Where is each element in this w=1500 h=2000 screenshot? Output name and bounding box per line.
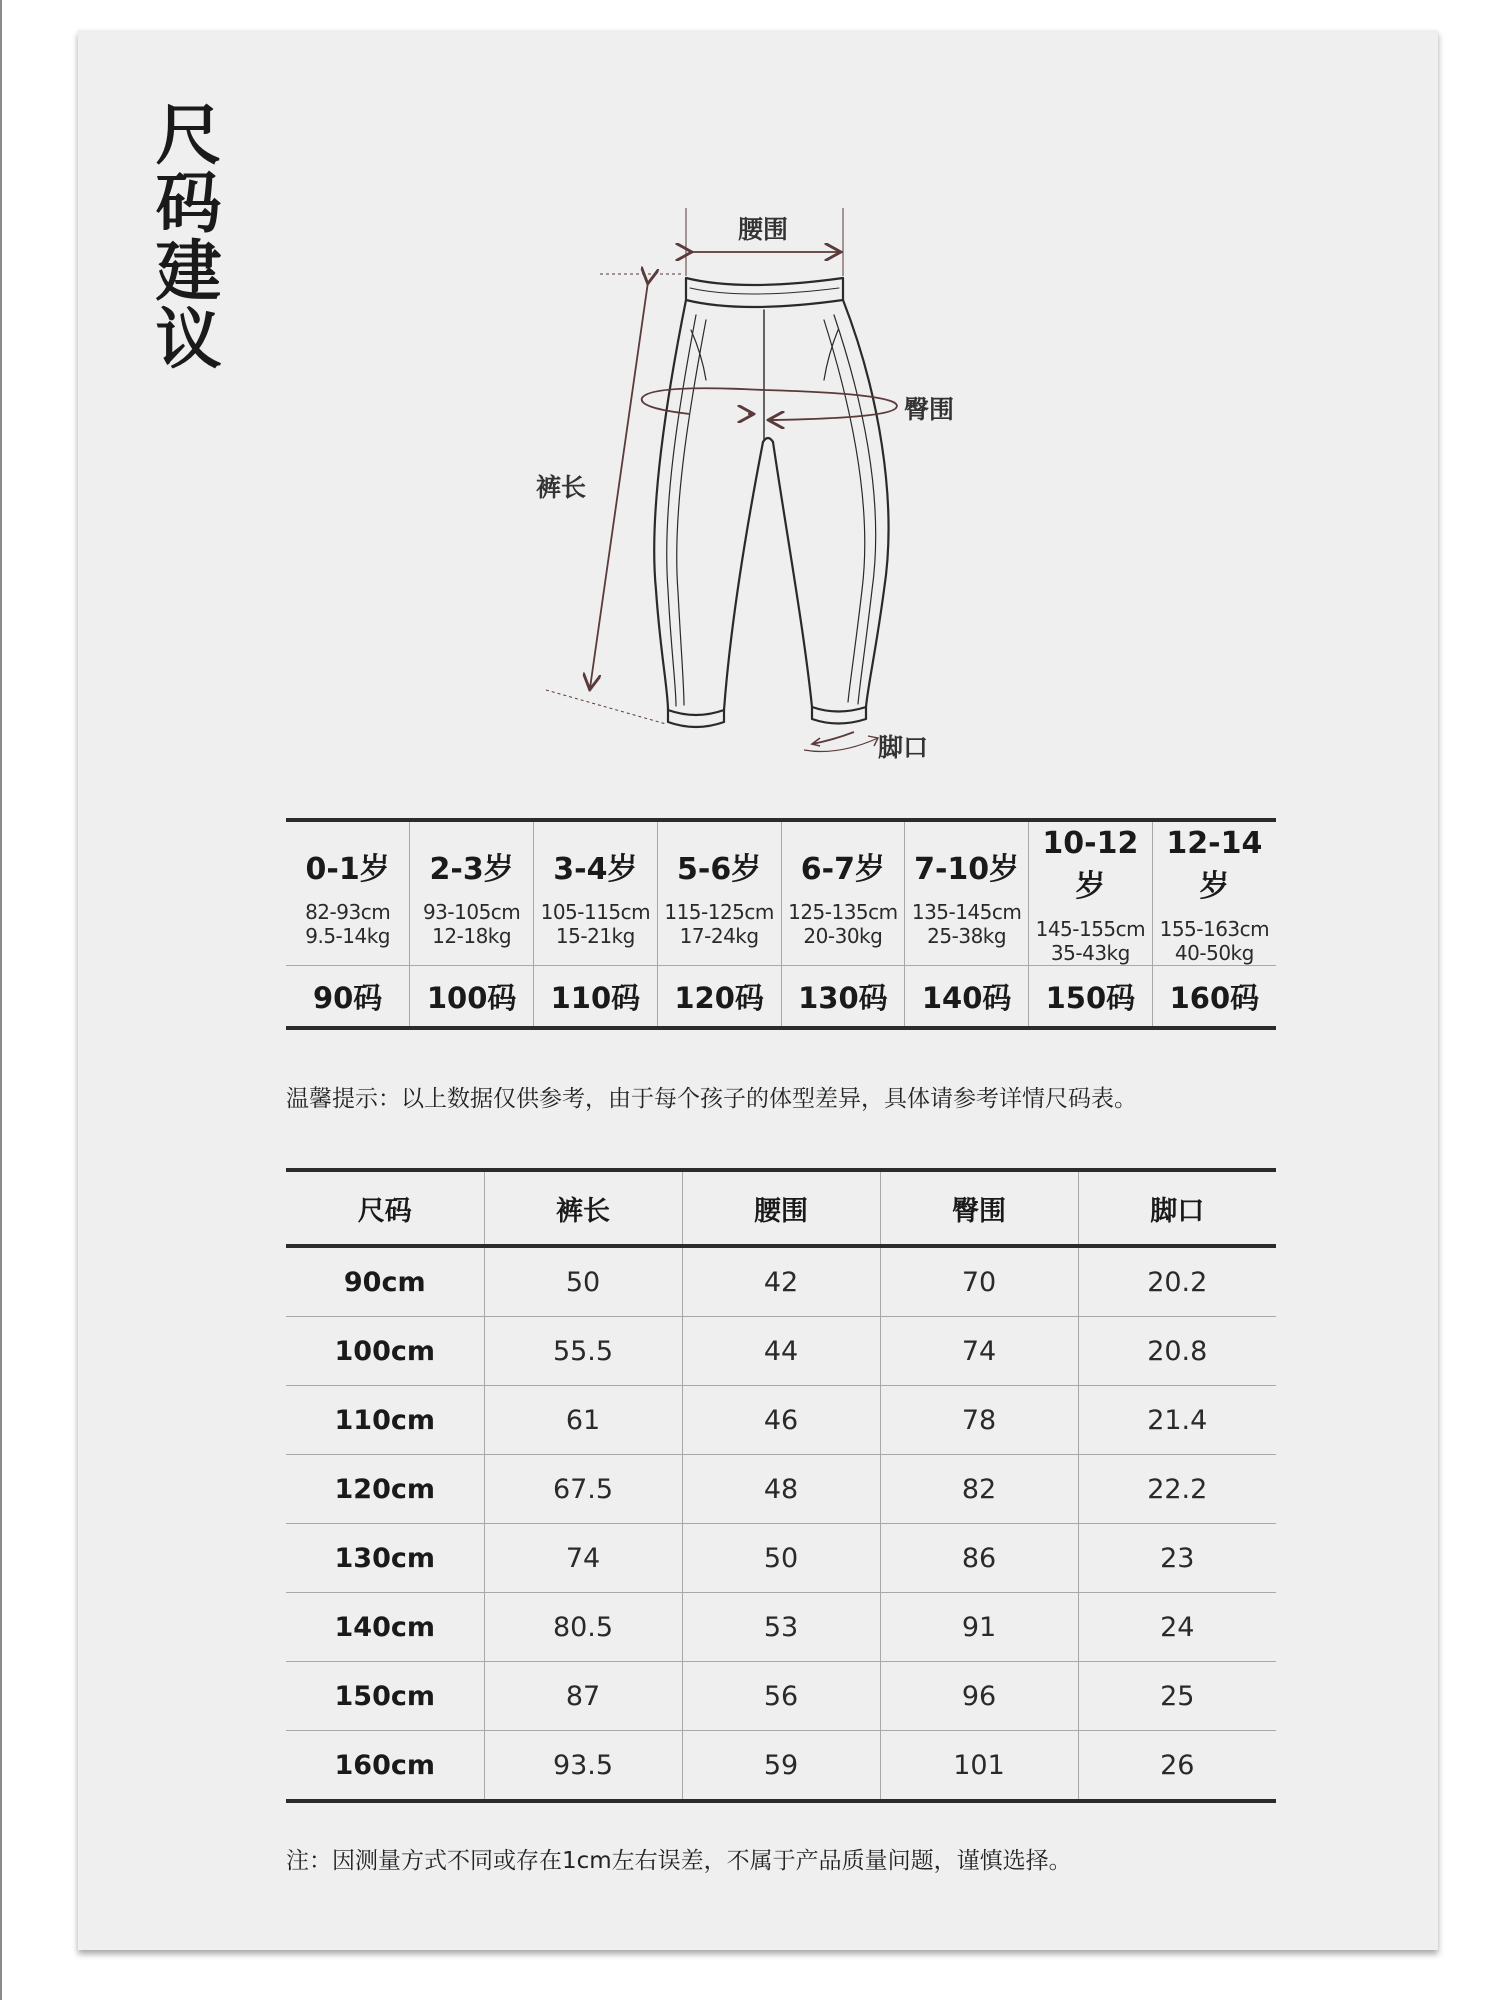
size-code-cell: 90码 [286, 966, 410, 1029]
table-cell: 74 [880, 1317, 1078, 1386]
table-cell: 70 [880, 1246, 1078, 1317]
size-code-cell: 120码 [657, 966, 781, 1029]
hip-label: 臀围 [904, 395, 955, 424]
table-cell: 96 [880, 1662, 1078, 1731]
pants-illustration [78, 30, 1438, 790]
age-cell: 5-6岁 115-125cm 17-24kg [657, 820, 781, 966]
table-cell: 90cm [343, 1266, 426, 1298]
table-cell: 48 [682, 1455, 880, 1524]
table-cell: 21.4 [1078, 1386, 1276, 1455]
table-row [286, 1662, 1276, 1731]
table-body [286, 1246, 1276, 1801]
table-cell: 25 [1078, 1662, 1276, 1731]
measurement-table [286, 1168, 1276, 1803]
size-code-cell: 110码 [534, 966, 658, 1029]
table-cell: 59 [682, 1731, 880, 1802]
size-code-row [286, 966, 1276, 1029]
table-row [286, 1386, 1276, 1455]
table-cell: 80.5 [484, 1593, 682, 1662]
age-size-table [286, 818, 1276, 1030]
table-cell: 50 [682, 1524, 880, 1593]
length-label: 裤长 [536, 473, 587, 502]
table-cell: 110cm [286, 1386, 484, 1455]
age-cell: 12-14岁 155-163cm 40-50kg [1152, 820, 1276, 966]
table-cell: 130cm [286, 1524, 484, 1593]
note-text: 注：因测量方式不同或存在1cm左右误差，不属于产品质量问题，谨慎选择。 [286, 1848, 1072, 1874]
header-hip: 臀围 [880, 1170, 1078, 1246]
age-cell: 3-4岁 105-115cm 15-21kg [534, 820, 658, 966]
table-cell: 100cm [286, 1317, 484, 1386]
table-cell: 87 [484, 1662, 682, 1731]
age-row [286, 820, 1276, 966]
hem-label: 脚口 [878, 733, 929, 762]
tip-text: 温馨提示：以上数据仅供参考，由于每个孩子的体型差异，具体请参考详情尺码表。 [286, 1086, 1137, 1112]
table-row [286, 1524, 1276, 1593]
age-cell: 7-10岁 135-145cm 25-38kg [905, 820, 1029, 966]
header-waist: 腰围 [682, 1170, 880, 1246]
table-cell: 20.2 [1078, 1246, 1276, 1317]
table-cell: 61 [484, 1386, 682, 1455]
table-row [286, 1246, 1276, 1317]
table-cell: 67.5 [484, 1455, 682, 1524]
size-code-cell: 130码 [781, 966, 905, 1029]
table-cell: 50 [484, 1246, 682, 1317]
age-cell: 6-7岁 125-135cm 20-30kg [781, 820, 905, 966]
table-cell: 44 [682, 1317, 880, 1386]
pants-diagram [78, 30, 1438, 790]
age-cell: 2-3岁 93-105cm 12-18kg [410, 820, 534, 966]
table-row [286, 1731, 1276, 1802]
table-row [286, 1317, 1276, 1386]
table-cell: 91 [880, 1593, 1078, 1662]
header-hem: 脚口 [1078, 1170, 1276, 1246]
size-code-cell: 100码 [410, 966, 534, 1029]
table-cell: 82 [880, 1455, 1078, 1524]
size-code-cell: 150码 [1029, 966, 1153, 1029]
table-cell: 24 [1078, 1593, 1276, 1662]
table-cell: 74 [484, 1524, 682, 1593]
table-cell: 22.2 [1078, 1455, 1276, 1524]
header-size: 尺码 [286, 1170, 484, 1246]
table-cell: 56 [682, 1662, 880, 1731]
page-title: 尺码建议 [144, 100, 221, 372]
table-cell: 23 [1078, 1524, 1276, 1593]
table-cell: 86 [880, 1524, 1078, 1593]
table-cell: 42 [682, 1246, 880, 1317]
table-row [286, 1455, 1276, 1524]
page-left-edge [0, 0, 2, 2000]
table-cell: 78 [880, 1386, 1078, 1455]
table-cell: 120cm [286, 1455, 484, 1524]
table-cell: 140cm [286, 1593, 484, 1662]
table-cell: 150cm [286, 1662, 484, 1731]
table-cell: 93.5 [484, 1731, 682, 1802]
table-cell: 101 [880, 1731, 1078, 1802]
table-cell: 20.8 [1078, 1317, 1276, 1386]
header-length: 裤长 [484, 1170, 682, 1246]
table-cell: 46 [682, 1386, 880, 1455]
table-cell: 160cm [286, 1731, 484, 1802]
table-cell: 55.5 [484, 1317, 682, 1386]
size-code-cell: 160码 [1152, 966, 1276, 1029]
size-code-cell: 140码 [905, 966, 1029, 1029]
size-guide-card [78, 30, 1438, 1950]
table-cell: 53 [682, 1593, 880, 1662]
age-cell: 0-1岁 82-93cm 9.5-14kg [305, 851, 391, 948]
table-header-row [286, 1170, 1276, 1246]
waist-label: 腰围 [738, 215, 789, 244]
table-cell: 26 [1078, 1731, 1276, 1802]
table-row [286, 1593, 1276, 1662]
age-cell: 10-12岁 145-155cm 35-43kg [1029, 820, 1153, 966]
